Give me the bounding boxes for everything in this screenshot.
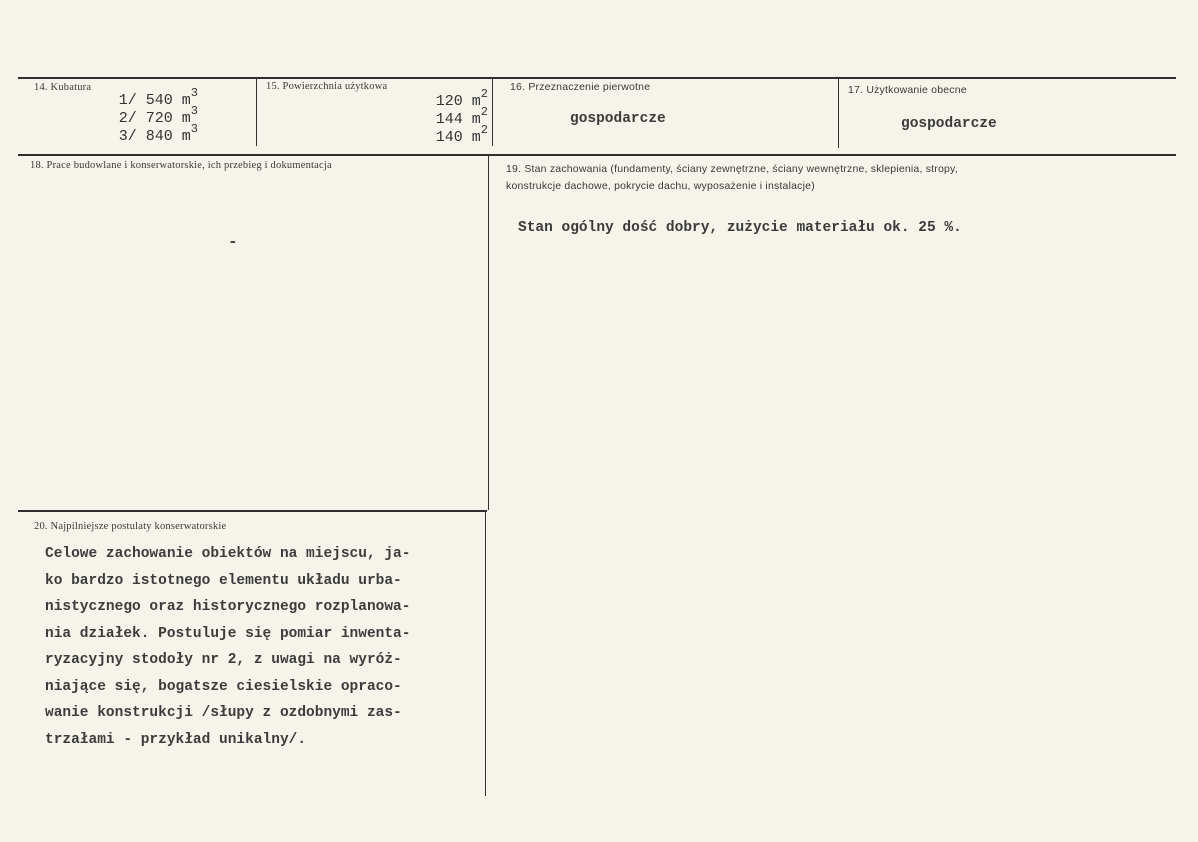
- area-value-number: 144 m: [435, 111, 481, 128]
- divider-14-15: [256, 78, 257, 146]
- cubature-value-3: [119, 124, 198, 145]
- field-20-label: 20. Najpilniejsze postulaty konserwatorskie: [34, 521, 227, 532]
- cubature-value-number: 2/ 720 m: [118, 110, 191, 127]
- field-20-text: [45, 541, 410, 753]
- area-value-exponent: 2: [480, 105, 488, 119]
- field-20-line: wanie konstrukcji /słupy z ozdobnymi zas-: [45, 705, 402, 721]
- cubature-value-exponent: 3: [190, 104, 198, 118]
- field-16-label: 16. Przeznaczenie pierwotne: [510, 81, 651, 93]
- field-16-value: gospodarcze: [570, 111, 666, 127]
- divider-20-right: [485, 512, 486, 796]
- field-20-line: nistycznego oraz historycznego rozplanowa-: [45, 599, 411, 615]
- field-18-value: -: [228, 233, 238, 251]
- field-20-line: niające się, bogatsze ciesielskie opraco-: [45, 678, 402, 695]
- field-18-label: 18. Prace budowlane i konserwatorskie, ich przebieg i dokumentacja: [30, 160, 332, 171]
- area-value-number: 140 m: [435, 129, 481, 146]
- field-20-line: ryzacyjny stodoły nr 2, z uwagi na wyróż-: [45, 652, 402, 668]
- field-14-label: 14. Kubatura: [34, 82, 92, 93]
- field-19-label-line-2: konstrukcje dachowe, pokrycie dachu, wyposażenie i instalacje): [506, 180, 815, 192]
- divider-16-17: [838, 78, 839, 148]
- cubature-value-number: 3/ 840 m: [118, 128, 191, 145]
- mid-rule: [18, 154, 1176, 156]
- area-value-exponent: 2: [480, 123, 488, 137]
- divider-15-16: [492, 78, 493, 146]
- area-value-exponent: 2: [480, 87, 488, 101]
- lower-left-rule: [18, 510, 487, 512]
- field-20-line: Celowe zachowanie obiektów na miejscu, ja-: [45, 546, 411, 562]
- area-value-3: [436, 125, 488, 146]
- field-19-value: Stan ogólny dość dobry, zużycie materiału ok. 25 %.: [518, 220, 962, 236]
- divider-18-19: [488, 156, 489, 510]
- cubature-value-exponent: 3: [190, 86, 198, 100]
- field-20-line: trzałami - przykład unikalny/.: [45, 731, 307, 748]
- cubature-value-number: 1/ 540 m: [118, 92, 191, 109]
- field-19-label-line-1: 19. Stan zachowania (fundamenty, ściany zewnętrzne, ściany wewnętrzne, sklepienia, stropy,: [506, 163, 958, 175]
- cubature-value-exponent: 3: [190, 122, 198, 136]
- field-17-value: gospodarcze: [901, 116, 997, 132]
- field-20-line: nia działek. Postuluje się pomiar inwenta-: [45, 625, 411, 642]
- field-20-line: ko bardzo istotnego elementu układu urba-: [45, 572, 402, 589]
- top-rule: [18, 77, 1176, 79]
- area-value-number: 120 m: [435, 93, 481, 110]
- field-15-label: 15. Powierzchnia użytkowa: [266, 81, 388, 92]
- field-17-label: 17. Użytkowanie obecne: [848, 84, 967, 96]
